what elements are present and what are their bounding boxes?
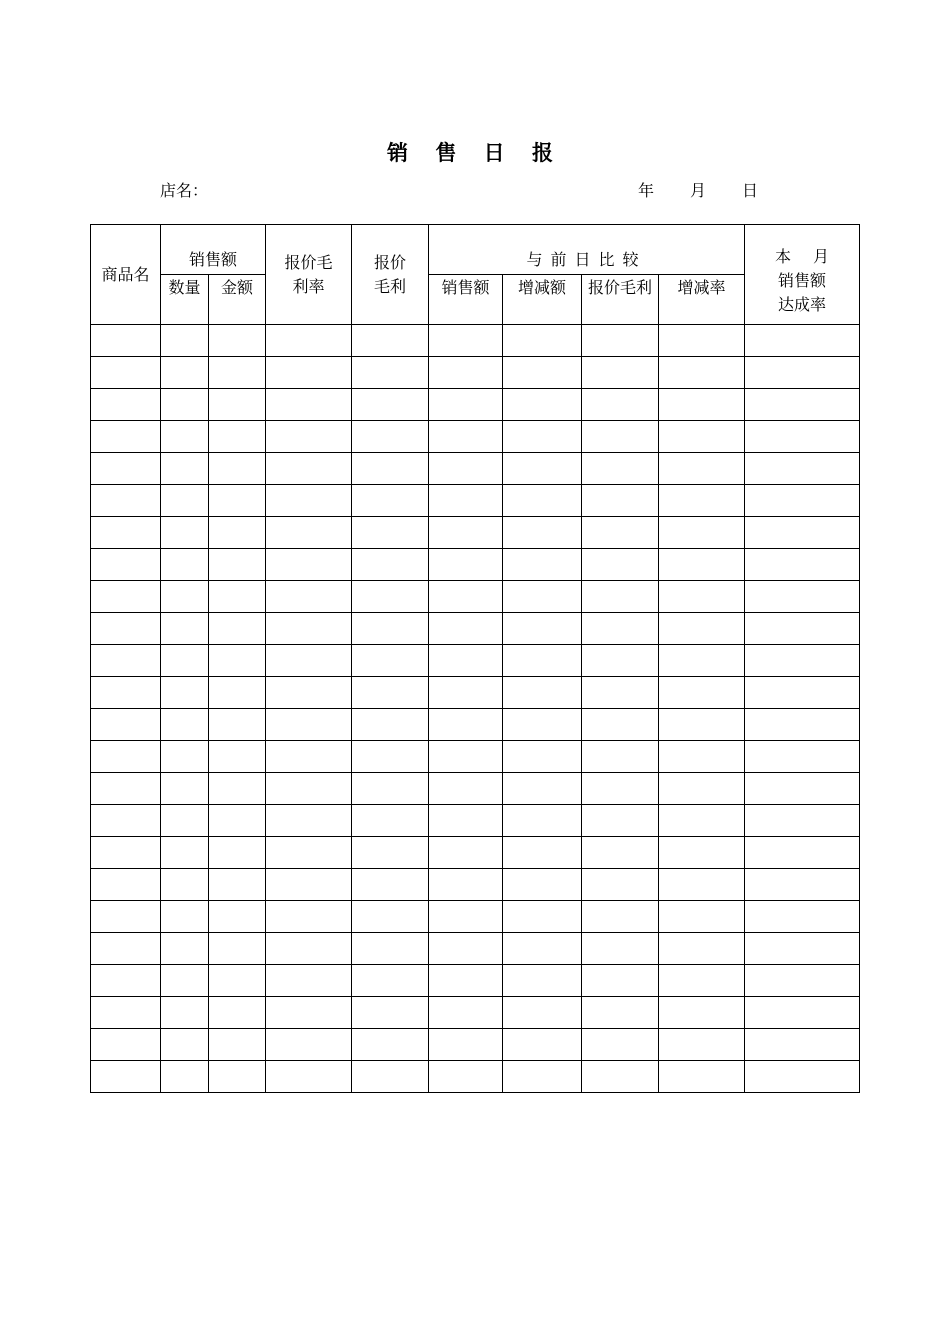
table-cell[interactable] (266, 805, 352, 837)
table-cell[interactable] (745, 869, 860, 901)
header-product-name: 商品名 (91, 225, 161, 325)
table-cell[interactable] (266, 485, 352, 517)
table-cell[interactable] (659, 485, 745, 517)
table-row (91, 613, 860, 645)
table-row (91, 933, 860, 965)
table-cell[interactable] (91, 933, 161, 965)
table-cell[interactable] (582, 741, 659, 773)
table-cell[interactable] (745, 645, 860, 677)
table-cell[interactable] (745, 965, 860, 997)
table-cell[interactable] (659, 869, 745, 901)
table-cell[interactable] (659, 773, 745, 805)
table-cell[interactable] (429, 709, 503, 741)
table-cell[interactable] (503, 325, 582, 357)
table-cell[interactable] (161, 741, 209, 773)
table-cell[interactable] (161, 773, 209, 805)
table-cell[interactable] (503, 581, 582, 613)
table-cell[interactable] (503, 549, 582, 581)
table-cell[interactable] (209, 709, 266, 741)
table-cell[interactable] (429, 581, 503, 613)
table-cell[interactable] (582, 965, 659, 997)
table-row (91, 453, 860, 485)
table-cell[interactable] (659, 933, 745, 965)
table-cell[interactable] (91, 1029, 161, 1061)
table-cell[interactable] (745, 1061, 860, 1093)
date-line (638, 178, 758, 201)
table-cell[interactable] (266, 997, 352, 1029)
table-cell[interactable] (161, 933, 209, 965)
table-cell[interactable] (352, 869, 429, 901)
table-cell[interactable] (161, 485, 209, 517)
table-cell[interactable] (429, 517, 503, 549)
table-cell[interactable] (91, 837, 161, 869)
table-cell[interactable] (161, 709, 209, 741)
table-cell[interactable] (352, 997, 429, 1029)
table-cell[interactable] (659, 997, 745, 1029)
table-cell[interactable] (429, 965, 503, 997)
table-cell[interactable] (266, 709, 352, 741)
table-cell[interactable] (352, 965, 429, 997)
table-row (91, 389, 860, 421)
table-cell[interactable] (352, 485, 429, 517)
table-cell[interactable] (161, 997, 209, 1029)
table-cell[interactable] (429, 357, 503, 389)
table-cell[interactable] (352, 421, 429, 453)
table-cell[interactable] (659, 581, 745, 613)
table-cell[interactable] (659, 357, 745, 389)
table-cell[interactable] (659, 453, 745, 485)
table-cell[interactable] (429, 869, 503, 901)
table-cell[interactable] (503, 933, 582, 965)
table-cell[interactable] (209, 901, 266, 933)
table-cell[interactable] (503, 389, 582, 421)
table-row (91, 773, 860, 805)
table-cell[interactable] (503, 741, 582, 773)
table-cell[interactable] (91, 325, 161, 357)
table-cell[interactable] (352, 549, 429, 581)
table-cell[interactable] (266, 1061, 352, 1093)
table-cell[interactable] (161, 965, 209, 997)
table-cell[interactable] (352, 837, 429, 869)
header-monthly-achievement (745, 225, 860, 325)
table-cell[interactable] (659, 837, 745, 869)
table-cell[interactable] (429, 613, 503, 645)
table-cell[interactable] (352, 1029, 429, 1061)
table-cell[interactable] (745, 485, 860, 517)
table-cell[interactable] (209, 933, 266, 965)
table-cell[interactable] (745, 453, 860, 485)
table-cell[interactable] (266, 901, 352, 933)
header-quoted-margin-rate-line1: 报价毛 (284, 252, 333, 272)
table-cell[interactable] (266, 645, 352, 677)
header-quoted-margin (352, 225, 429, 325)
table-cell[interactable] (503, 805, 582, 837)
header-cmp-change-rate: 增减率 (659, 275, 745, 325)
table-cell[interactable] (659, 421, 745, 453)
table-cell[interactable] (582, 325, 659, 357)
table-cell[interactable] (582, 677, 659, 709)
table-cell[interactable] (745, 837, 860, 869)
table-row (91, 805, 860, 837)
table-cell[interactable] (582, 901, 659, 933)
table-cell[interactable] (659, 741, 745, 773)
table-cell[interactable] (745, 933, 860, 965)
table-cell[interactable] (352, 677, 429, 709)
table-cell[interactable] (429, 389, 503, 421)
table-row (91, 741, 860, 773)
month-label: 月 (690, 181, 707, 200)
table-cell[interactable] (503, 421, 582, 453)
table-cell[interactable] (582, 421, 659, 453)
table-cell[interactable] (745, 741, 860, 773)
table-cell[interactable] (745, 805, 860, 837)
table-cell[interactable] (209, 837, 266, 869)
table-cell[interactable] (352, 613, 429, 645)
header-cmp-change-amount: 增减额 (503, 275, 582, 325)
table-cell[interactable] (352, 453, 429, 485)
table-cell[interactable] (745, 325, 860, 357)
table-cell[interactable] (429, 677, 503, 709)
table-cell[interactable] (161, 581, 209, 613)
table-cell[interactable] (582, 485, 659, 517)
table-cell[interactable] (659, 517, 745, 549)
table-cell[interactable] (161, 389, 209, 421)
table-cell[interactable] (91, 869, 161, 901)
table-cell[interactable] (429, 805, 503, 837)
table-row (91, 549, 860, 581)
table-cell[interactable] (503, 517, 582, 549)
table-cell[interactable] (429, 1029, 503, 1061)
table-cell[interactable] (266, 581, 352, 613)
header-monthly-line2: 销售额 (777, 271, 826, 290)
table-cell[interactable] (352, 325, 429, 357)
table-cell[interactable] (503, 837, 582, 869)
sales-daily-report-table (90, 224, 860, 1093)
table-cell[interactable] (503, 773, 582, 805)
table-cell[interactable] (209, 421, 266, 453)
table-cell[interactable] (266, 389, 352, 421)
table-cell[interactable] (745, 1029, 860, 1061)
table-cell[interactable] (91, 709, 161, 741)
table-row (91, 581, 860, 613)
table-cell[interactable] (266, 357, 352, 389)
store-name-label: 店名： (160, 181, 209, 200)
header-quoted-margin-rate-line2: 利率 (292, 276, 325, 296)
table-cell[interactable] (161, 453, 209, 485)
table-cell[interactable] (582, 517, 659, 549)
table-cell[interactable] (503, 901, 582, 933)
table-cell[interactable] (745, 517, 860, 549)
table-row (91, 1029, 860, 1061)
table-cell[interactable] (209, 357, 266, 389)
table-cell[interactable] (266, 517, 352, 549)
document-title: 销 售 日 报 (387, 141, 563, 165)
table-cell[interactable] (91, 741, 161, 773)
table-cell[interactable] (352, 741, 429, 773)
table-cell[interactable] (209, 581, 266, 613)
table-cell[interactable] (91, 421, 161, 453)
table-cell[interactable] (209, 613, 266, 645)
header-quoted-margin-rate (266, 225, 352, 325)
table-cell[interactable] (209, 453, 266, 485)
table-cell[interactable] (161, 357, 209, 389)
table-cell[interactable] (503, 869, 582, 901)
table-cell[interactable] (503, 997, 582, 1029)
table-cell[interactable] (429, 453, 503, 485)
table-cell[interactable] (209, 517, 266, 549)
table-cell[interactable] (745, 389, 860, 421)
header-quoted-margin-line2: 毛利 (373, 276, 406, 296)
table-cell[interactable] (161, 805, 209, 837)
header-quoted-margin-line1: 报价 (373, 252, 406, 272)
table-cell[interactable] (266, 453, 352, 485)
table-cell[interactable] (266, 933, 352, 965)
day-label: 日 (742, 181, 759, 200)
table-cell[interactable] (352, 709, 429, 741)
table-cell[interactable] (582, 997, 659, 1029)
table-cell[interactable] (352, 357, 429, 389)
table-cell[interactable] (91, 453, 161, 485)
table-cell[interactable] (352, 517, 429, 549)
header-monthly-line1: 本 月 (774, 247, 830, 266)
table-row (91, 997, 860, 1029)
table-row (91, 421, 860, 453)
table-cell[interactable] (745, 709, 860, 741)
table-cell[interactable] (429, 837, 503, 869)
header-amount: 金额 (209, 275, 266, 325)
table-cell[interactable] (429, 645, 503, 677)
table-cell[interactable] (429, 741, 503, 773)
table-row (91, 901, 860, 933)
table-cell[interactable] (209, 325, 266, 357)
table-cell[interactable] (582, 389, 659, 421)
table-cell[interactable] (91, 677, 161, 709)
table-cell[interactable] (352, 901, 429, 933)
table-cell[interactable] (266, 325, 352, 357)
table-cell[interactable] (659, 549, 745, 581)
table-cell[interactable] (209, 773, 266, 805)
table-row (91, 869, 860, 901)
table-cell[interactable] (266, 965, 352, 997)
table-cell[interactable] (91, 357, 161, 389)
table-cell[interactable] (352, 581, 429, 613)
table-cell[interactable] (266, 773, 352, 805)
table-cell[interactable] (266, 869, 352, 901)
table-row (91, 357, 860, 389)
table-cell[interactable] (582, 581, 659, 613)
table-cell[interactable] (745, 901, 860, 933)
table-cell[interactable] (161, 421, 209, 453)
table-cell[interactable] (161, 901, 209, 933)
table-cell[interactable] (503, 1061, 582, 1093)
table-cell[interactable] (161, 1061, 209, 1093)
table-row (91, 485, 860, 517)
table-cell[interactable] (352, 773, 429, 805)
table-cell[interactable] (429, 901, 503, 933)
table-cell[interactable] (659, 965, 745, 997)
table-cell[interactable] (91, 613, 161, 645)
table-cell[interactable] (91, 773, 161, 805)
table-cell[interactable] (582, 773, 659, 805)
table-cell[interactable] (352, 645, 429, 677)
table-row (91, 517, 860, 549)
year-label: 年 (638, 181, 655, 200)
table-row (91, 709, 860, 741)
table-cell[interactable] (161, 549, 209, 581)
table-cell[interactable] (91, 581, 161, 613)
table-cell[interactable] (659, 325, 745, 357)
table-cell[interactable] (209, 869, 266, 901)
table-cell[interactable] (161, 645, 209, 677)
table-cell[interactable] (659, 1029, 745, 1061)
table-cell[interactable] (582, 453, 659, 485)
table-cell[interactable] (91, 517, 161, 549)
table-cell[interactable] (266, 549, 352, 581)
table-cell[interactable] (429, 549, 503, 581)
table-row (91, 677, 860, 709)
table-cell[interactable] (582, 613, 659, 645)
table-cell[interactable] (745, 677, 860, 709)
table-cell[interactable] (582, 709, 659, 741)
table-cell[interactable] (91, 997, 161, 1029)
table-cell[interactable] (582, 645, 659, 677)
table-cell[interactable] (266, 837, 352, 869)
table-cell[interactable] (91, 805, 161, 837)
table-cell[interactable] (503, 1029, 582, 1061)
table-row (91, 325, 860, 357)
table-cell[interactable] (161, 613, 209, 645)
table-cell[interactable] (503, 485, 582, 517)
table-cell[interactable] (209, 1061, 266, 1093)
table-cell[interactable] (582, 357, 659, 389)
table-cell[interactable] (209, 1029, 266, 1061)
table-cell[interactable] (91, 1061, 161, 1093)
header-sales-amount-group: 销售额 (161, 225, 266, 275)
table-cell[interactable] (503, 613, 582, 645)
table-row (91, 837, 860, 869)
table-cell[interactable] (209, 741, 266, 773)
table-cell[interactable] (582, 933, 659, 965)
table-cell[interactable] (582, 1061, 659, 1093)
table-cell[interactable] (503, 645, 582, 677)
table-cell[interactable] (659, 709, 745, 741)
table-cell[interactable] (209, 389, 266, 421)
table-cell[interactable] (266, 1029, 352, 1061)
table-row (91, 1061, 860, 1093)
table-cell[interactable] (503, 677, 582, 709)
table-cell[interactable] (429, 421, 503, 453)
table-cell[interactable] (745, 421, 860, 453)
table-cell[interactable] (209, 965, 266, 997)
table-cell[interactable] (429, 997, 503, 1029)
table-cell[interactable] (659, 389, 745, 421)
table-cell[interactable] (209, 805, 266, 837)
table-cell[interactable] (745, 357, 860, 389)
header-cmp-quoted-margin: 报价毛利 (582, 275, 659, 325)
table-cell[interactable] (266, 613, 352, 645)
table-cell[interactable] (266, 741, 352, 773)
table-cell[interactable] (352, 389, 429, 421)
table-cell[interactable] (91, 549, 161, 581)
table-cell[interactable] (745, 581, 860, 613)
table-cell[interactable] (503, 965, 582, 997)
header-monthly-line3: 达成率 (777, 295, 826, 314)
table-cell[interactable] (745, 997, 860, 1029)
table-cell[interactable] (659, 901, 745, 933)
table-cell[interactable] (503, 453, 582, 485)
table-cell[interactable] (429, 773, 503, 805)
table-cell[interactable] (582, 549, 659, 581)
table-cell[interactable] (209, 485, 266, 517)
table-cell[interactable] (659, 645, 745, 677)
table-cell[interactable] (582, 837, 659, 869)
table-cell[interactable] (161, 869, 209, 901)
header-quantity: 数量 (161, 275, 209, 325)
table-cell[interactable] (161, 837, 209, 869)
table-cell[interactable] (429, 1061, 503, 1093)
table-cell[interactable] (582, 805, 659, 837)
table-cell[interactable] (161, 1029, 209, 1061)
table-cell[interactable] (209, 677, 266, 709)
table-cell[interactable] (503, 357, 582, 389)
table-row (91, 965, 860, 997)
table-cell[interactable] (582, 869, 659, 901)
table-cell[interactable] (91, 901, 161, 933)
table-cell[interactable] (91, 389, 161, 421)
table-cell[interactable] (91, 645, 161, 677)
table-cell[interactable] (659, 613, 745, 645)
table-cell[interactable] (209, 645, 266, 677)
table-cell[interactable] (582, 1029, 659, 1061)
table-cell[interactable] (745, 773, 860, 805)
table-cell[interactable] (429, 325, 503, 357)
header-compare-prev-day: 与前日比较 (429, 225, 745, 275)
table-cell[interactable] (659, 677, 745, 709)
table-cell[interactable] (91, 485, 161, 517)
header-cmp-sales: 销售额 (429, 275, 503, 325)
table-cell[interactable] (209, 997, 266, 1029)
table-row (91, 645, 860, 677)
table-cell[interactable] (352, 805, 429, 837)
table-cell[interactable] (659, 805, 745, 837)
table-cell[interactable] (161, 677, 209, 709)
table-cell[interactable] (745, 549, 860, 581)
table-cell[interactable] (745, 613, 860, 645)
table-cell[interactable] (659, 1061, 745, 1093)
table-cell[interactable] (91, 965, 161, 997)
table-cell[interactable] (266, 421, 352, 453)
table-cell[interactable] (209, 549, 266, 581)
table-cell[interactable] (161, 325, 209, 357)
table-cell[interactable] (429, 485, 503, 517)
table-cell[interactable] (429, 933, 503, 965)
table-cell[interactable] (503, 709, 582, 741)
table-cell[interactable] (352, 1061, 429, 1093)
table-cell[interactable] (161, 517, 209, 549)
table-cell[interactable] (266, 677, 352, 709)
table-cell[interactable] (352, 933, 429, 965)
